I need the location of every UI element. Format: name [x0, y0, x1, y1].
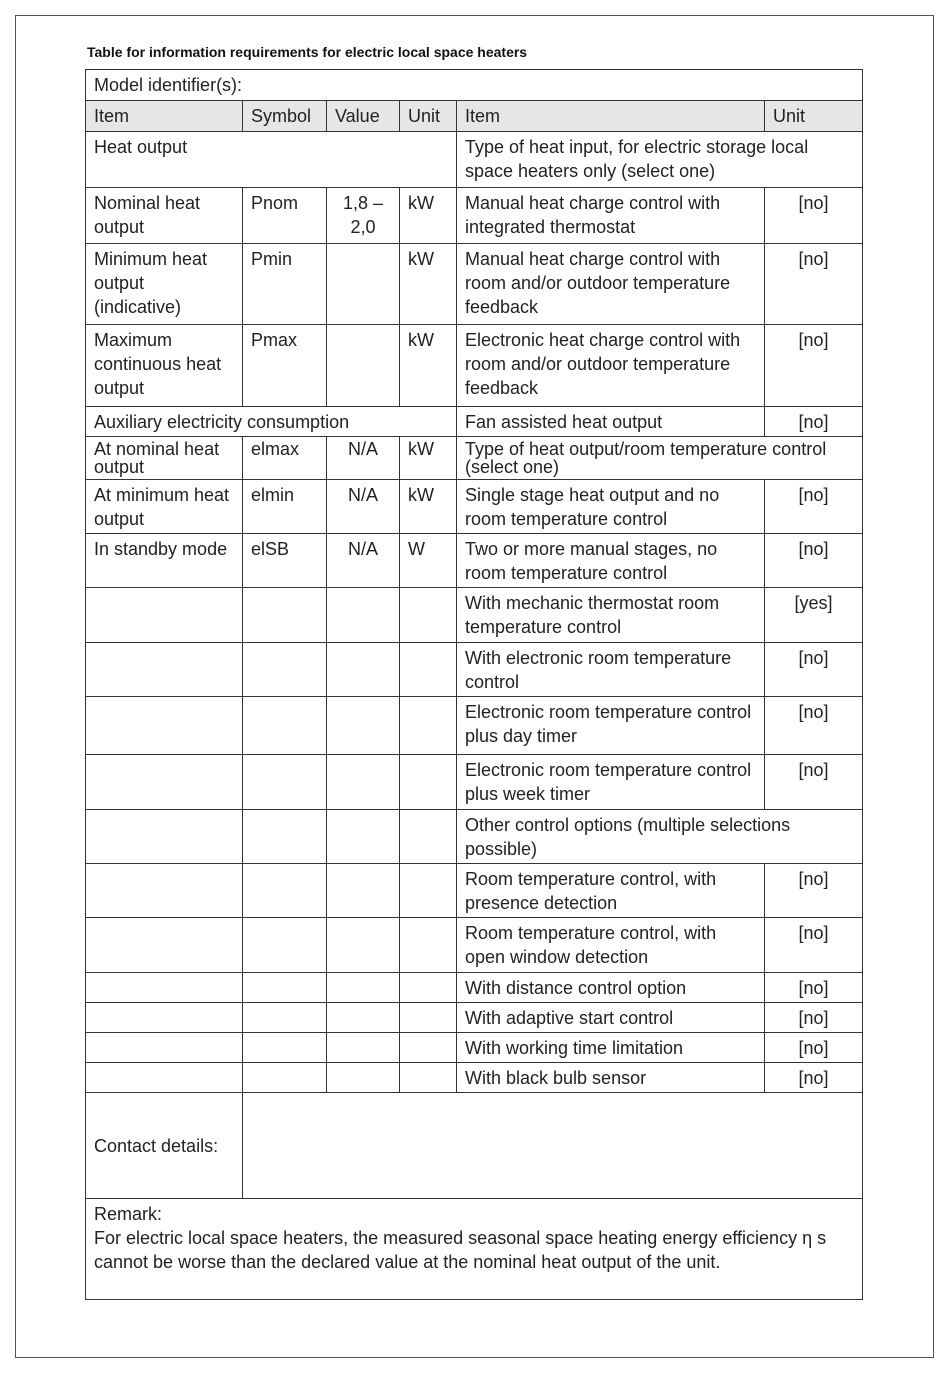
- empty-cell: [400, 864, 457, 918]
- empty-cell: [243, 643, 327, 697]
- header-row: [86, 101, 863, 132]
- empty-cell: [243, 697, 327, 755]
- section-control: Type of heat output/room temperature control (select one): [457, 437, 863, 480]
- empty-cell: [400, 1033, 457, 1063]
- empty-cell: [400, 588, 457, 643]
- right-unit: [no]: [765, 864, 863, 918]
- table-row: [86, 244, 863, 325]
- right-item: With working time limitation: [457, 1033, 765, 1063]
- empty-cell: [327, 1003, 400, 1033]
- empty-cell: [86, 1063, 243, 1093]
- right-unit: [no]: [765, 1033, 863, 1063]
- table-row: [86, 918, 863, 973]
- header-item-right: Item: [457, 101, 765, 132]
- right-item: Fan assisted heat output: [457, 407, 765, 437]
- section-heat-input: Type of heat input, for electric storage local space heaters only (select one): [457, 132, 863, 188]
- row-item: Minimum heat output (indicative): [86, 244, 243, 325]
- right-item: Manual heat charge control with room and/or outdoor temperature feedback: [457, 244, 765, 325]
- empty-cell: [86, 1003, 243, 1033]
- empty-cell: [400, 810, 457, 864]
- row-unit: kW: [400, 244, 457, 325]
- row-value: N/A: [327, 534, 400, 588]
- header-unit-right: Unit: [765, 101, 863, 132]
- right-item: With adaptive start control: [457, 1003, 765, 1033]
- empty-cell: [243, 864, 327, 918]
- empty-cell: [327, 864, 400, 918]
- right-item: With distance control option: [457, 973, 765, 1003]
- right-unit: [no]: [765, 755, 863, 810]
- table-row: [86, 973, 863, 1003]
- table-row: [86, 588, 863, 643]
- row-unit: kW: [400, 325, 457, 407]
- empty-cell: [86, 973, 243, 1003]
- empty-cell: [243, 1063, 327, 1093]
- remark-text: For electric local space heaters, the measured seasonal space heating energy efficiency η s cannot be worse than the declared value at the nominal heat output of the unit.: [94, 1228, 827, 1272]
- empty-cell: [243, 1033, 327, 1063]
- empty-cell: [327, 810, 400, 864]
- contact-details-label: Contact details:: [86, 1093, 243, 1199]
- table-row: [86, 643, 863, 697]
- row-item: At minimum heat output: [86, 480, 243, 534]
- right-unit: [no]: [765, 1003, 863, 1033]
- row-value: N/A: [327, 480, 400, 534]
- table-row: [86, 132, 863, 188]
- table-row: [86, 188, 863, 244]
- table-row: [86, 437, 863, 480]
- row-symbol: elmin: [243, 480, 327, 534]
- row-unit: W: [400, 534, 457, 588]
- empty-cell: [243, 973, 327, 1003]
- right-item: With black bulb sensor: [457, 1063, 765, 1093]
- right-item: With electronic room temperature control: [457, 643, 765, 697]
- contact-row: [86, 1093, 863, 1199]
- document-title: Table for information requirements for electric local space heaters: [87, 44, 528, 60]
- empty-cell: [327, 697, 400, 755]
- empty-cell: [400, 918, 457, 973]
- table-row: [86, 755, 863, 810]
- right-item: Electronic heat charge control with room and/or outdoor temperature feedback: [457, 325, 765, 407]
- header-symbol: Symbol: [243, 101, 327, 132]
- empty-cell: [86, 918, 243, 973]
- row-item: At nominal heat output: [86, 437, 243, 480]
- row-unit: kW: [400, 480, 457, 534]
- empty-cell: [400, 1063, 457, 1093]
- section-other: Other control options (multiple selections possible): [457, 810, 863, 864]
- empty-cell: [86, 588, 243, 643]
- section-heat-output: Heat output: [86, 132, 457, 188]
- right-unit: [no]: [765, 973, 863, 1003]
- empty-cell: [327, 755, 400, 810]
- table-row: [86, 534, 863, 588]
- row-symbol: elSB: [243, 534, 327, 588]
- right-unit: [no]: [765, 244, 863, 325]
- table-row: [86, 697, 863, 755]
- empty-cell: [400, 973, 457, 1003]
- empty-cell: [327, 588, 400, 643]
- empty-cell: [327, 643, 400, 697]
- header-unit: Unit: [400, 101, 457, 132]
- remark-cell: [86, 1199, 863, 1300]
- row-item: Nominal heat output: [86, 188, 243, 244]
- row-symbol: Pmin: [243, 244, 327, 325]
- empty-cell: [400, 1003, 457, 1033]
- row-unit: kW: [400, 188, 457, 244]
- empty-cell: [243, 810, 327, 864]
- table-row: [86, 1033, 863, 1063]
- empty-cell: [86, 864, 243, 918]
- empty-cell: [400, 697, 457, 755]
- empty-cell: [327, 1033, 400, 1063]
- right-item: Room temperature control, with presence detection: [457, 864, 765, 918]
- empty-cell: [243, 918, 327, 973]
- row-value: 1,8 – 2,0: [327, 188, 400, 244]
- right-unit: [no]: [765, 188, 863, 244]
- empty-cell: [243, 1003, 327, 1033]
- right-unit: [no]: [765, 480, 863, 534]
- row-symbol: elmax: [243, 437, 327, 480]
- table-row: [86, 480, 863, 534]
- right-item: Manual heat charge control with integrated thermostat: [457, 188, 765, 244]
- empty-cell: [243, 755, 327, 810]
- empty-cell: [86, 643, 243, 697]
- empty-cell: [400, 755, 457, 810]
- remark-row: [86, 1199, 863, 1300]
- table-row: [86, 407, 863, 437]
- table-row: [86, 864, 863, 918]
- empty-cell: [86, 810, 243, 864]
- empty-cell: [327, 1063, 400, 1093]
- right-item: With mechanic thermostat room temperature control: [457, 588, 765, 643]
- right-item: Room temperature control, with open window detection: [457, 918, 765, 973]
- row-item: In standby mode: [86, 534, 243, 588]
- empty-cell: [86, 697, 243, 755]
- model-identifier-label: Model identifier(s):: [86, 70, 863, 101]
- header-item: Item: [86, 101, 243, 132]
- right-item: Electronic room temperature control plus day timer: [457, 697, 765, 755]
- model-row: [86, 70, 863, 101]
- empty-cell: [327, 973, 400, 1003]
- section-aux: Auxiliary electricity consumption: [86, 407, 457, 437]
- contact-details-value: [243, 1093, 863, 1199]
- header-value: Value: [327, 101, 400, 132]
- row-symbol: Pnom: [243, 188, 327, 244]
- right-unit: [no]: [765, 918, 863, 973]
- empty-cell: [327, 918, 400, 973]
- row-value: [327, 244, 400, 325]
- right-item: Two or more manual stages, no room temperature control: [457, 534, 765, 588]
- table-row: [86, 1003, 863, 1033]
- table-row: [86, 325, 863, 407]
- table-row: [86, 810, 863, 864]
- row-value: N/A: [327, 437, 400, 480]
- row-symbol: Pmax: [243, 325, 327, 407]
- remark-label: Remark:: [94, 1204, 163, 1224]
- right-item: Electronic room temperature control plus week timer: [457, 755, 765, 810]
- right-unit: [no]: [765, 407, 863, 437]
- empty-cell: [400, 643, 457, 697]
- information-table: [85, 69, 863, 1300]
- right-unit: [no]: [765, 697, 863, 755]
- right-unit: [no]: [765, 534, 863, 588]
- row-unit: kW: [400, 437, 457, 480]
- right-item: Single stage heat output and no room temperature control: [457, 480, 765, 534]
- right-unit: [no]: [765, 1063, 863, 1093]
- row-value: [327, 325, 400, 407]
- empty-cell: [86, 1033, 243, 1063]
- right-unit: [no]: [765, 643, 863, 697]
- right-unit: [no]: [765, 325, 863, 407]
- empty-cell: [243, 588, 327, 643]
- row-item: Maximum continuous heat output: [86, 325, 243, 407]
- right-unit: [yes]: [765, 588, 863, 643]
- empty-cell: [86, 755, 243, 810]
- table-row: [86, 1063, 863, 1093]
